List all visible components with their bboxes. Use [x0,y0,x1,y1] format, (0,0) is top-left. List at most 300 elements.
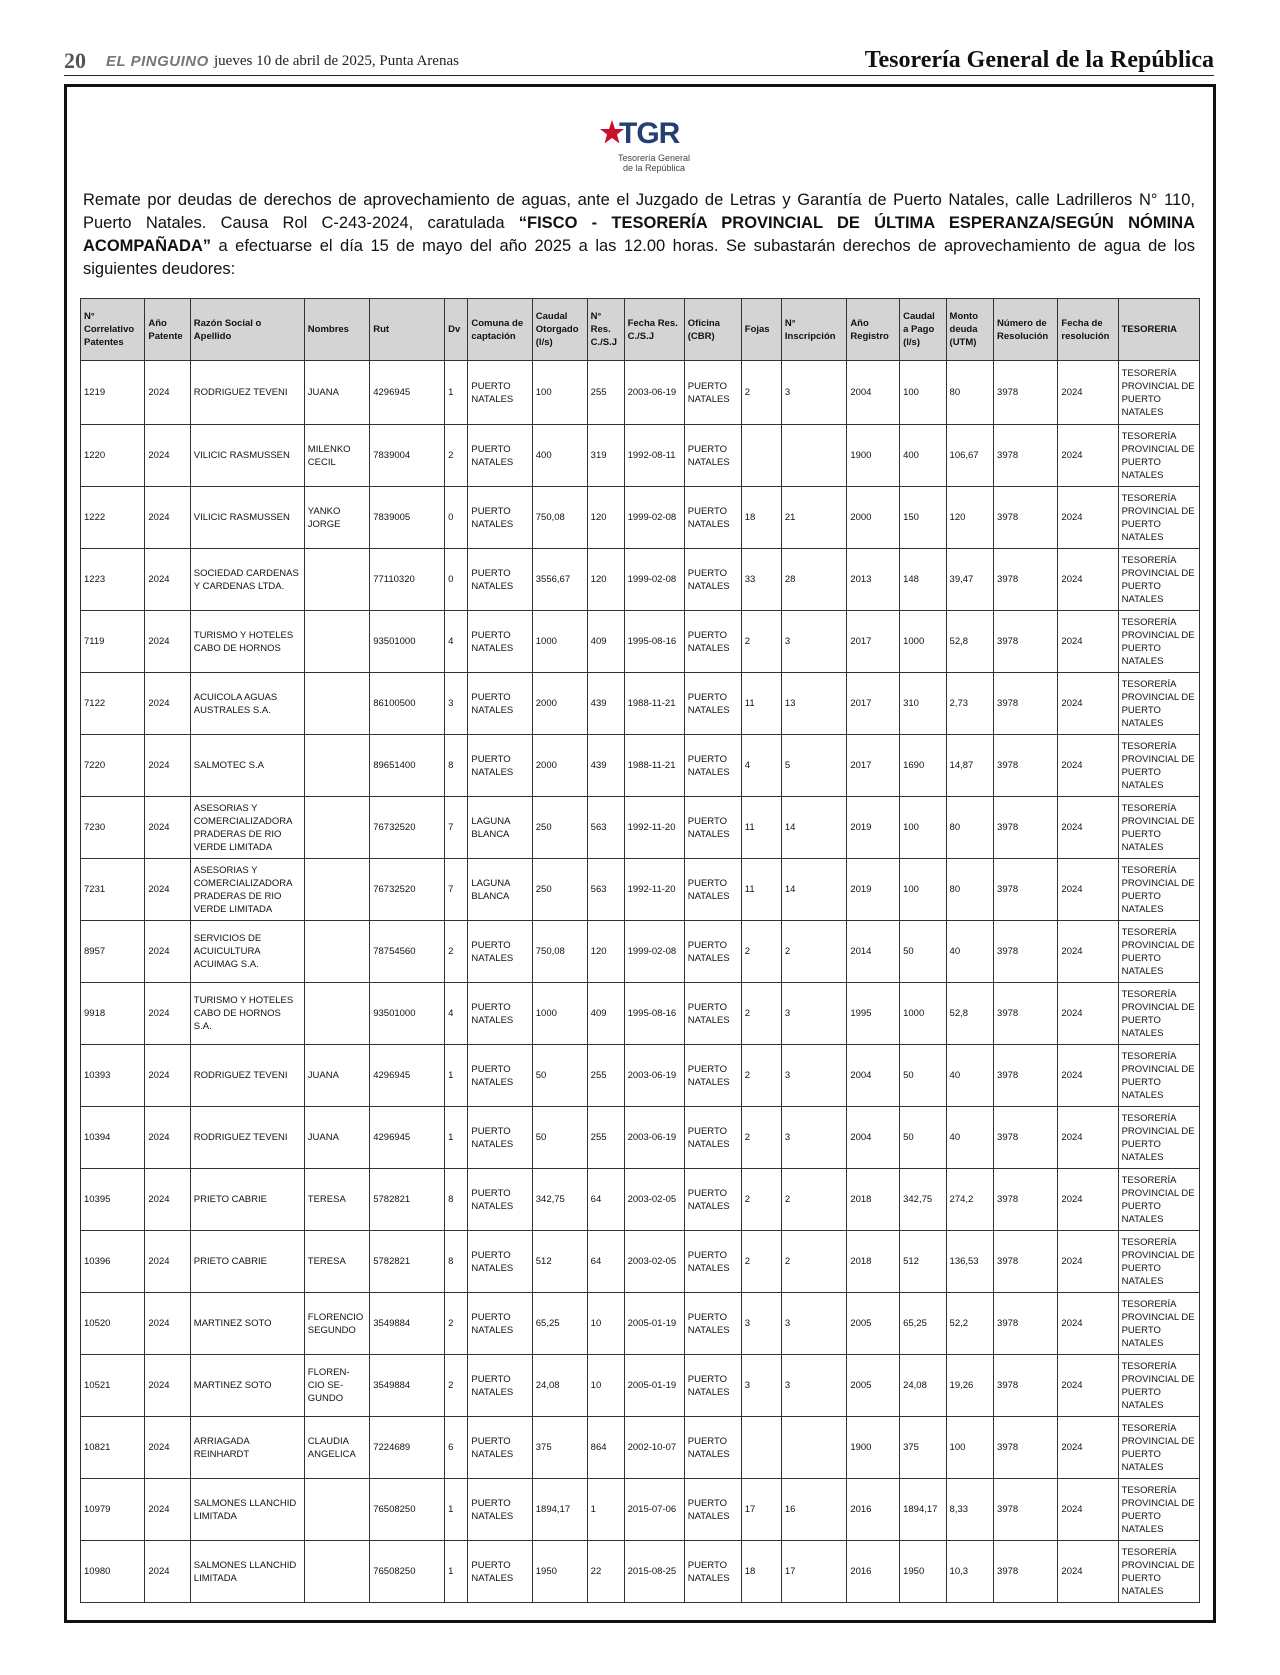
table-cell: 2004 [847,1107,900,1169]
table-cell: 2 [741,1169,781,1231]
table-cell: 3 [781,611,846,673]
table-cell: 2000 [532,735,587,797]
table-cell: 3978 [994,1231,1058,1293]
table-cell: TESORERÍA PROVINCIAL DE PUERTO NATALES [1118,1293,1199,1355]
table-cell: 2 [741,361,781,425]
table-cell: 864 [587,1417,624,1479]
table-row [81,1479,1200,1541]
table-cell: PUERTO NATALES [468,487,532,549]
table-cell: 5782821 [370,1231,445,1293]
column-header: Año Registro [847,299,900,361]
table-cell: 2 [445,1293,468,1355]
table-cell: PUERTO NATALES [468,1231,532,1293]
table-cell [304,611,369,673]
table-cell: 10 [587,1355,624,1417]
table-row [81,983,1200,1045]
table-cell [304,983,369,1045]
table-cell: TESORERÍA PROVINCIAL DE PUERTO NATALES [1118,673,1199,735]
table-row [81,425,1200,487]
table-cell: 2005 [847,1293,900,1355]
table-cell: 2024 [1058,1107,1118,1169]
table-cell: 2015-07-06 [624,1479,684,1541]
table-cell: TESORERÍA PROVINCIAL DE PUERTO NATALES [1118,1541,1199,1603]
table-cell: 3 [781,361,846,425]
table-cell: 3978 [994,1479,1058,1541]
table-cell: 3978 [994,1169,1058,1231]
table-row [81,797,1200,859]
table-cell: 24,08 [900,1355,946,1417]
table-cell: 100 [900,859,946,921]
table-cell: ASESORIAS Y COMERCIALIZADORA PRADERAS DE RIO VERDE LIMITADA [190,797,304,859]
table-cell: SERVICIOS DE ACUICULTURA ACUIMAG S.A. [190,921,304,983]
table-cell: JUANA [304,1045,369,1107]
table-cell: 2024 [1058,1479,1118,1541]
table-cell: SOCIEDAD CARDENAS Y CARDENAS LTDA. [190,549,304,611]
table-cell: 2017 [847,673,900,735]
table-cell: 80 [946,859,994,921]
table-cell [304,1541,369,1603]
table-cell: 439 [587,673,624,735]
table-cell: ARRIAGADA REINHARDT [190,1417,304,1479]
table-cell: 3978 [994,859,1058,921]
table-cell: 0 [445,549,468,611]
table-row [81,1107,1200,1169]
table-cell: 2013 [847,549,900,611]
table-cell: 3 [781,1355,846,1417]
table-cell: 150 [900,487,946,549]
column-header: N° Res. C./S.J [587,299,624,361]
table-cell: 120 [587,487,624,549]
table-cell: 3549884 [370,1355,445,1417]
table-cell: 148 [900,549,946,611]
table-cell: 3978 [994,1541,1058,1603]
table-cell: 2024 [1058,361,1118,425]
table-cell: MARTINEZ SOTO [190,1355,304,1417]
table-row [81,673,1200,735]
table-cell: 2024 [1058,1541,1118,1603]
table-cell: PUERTO NATALES [468,673,532,735]
table-cell: 93501000 [370,983,445,1045]
table-cell: 3978 [994,921,1058,983]
table-cell: 2 [781,1169,846,1231]
table-cell: 2024 [145,611,190,673]
table-cell: PUERTO NATALES [684,1293,741,1355]
table-cell: PUERTO NATALES [468,1541,532,1603]
table-cell: 6 [445,1417,468,1479]
table-cell: 3978 [994,1107,1058,1169]
table-cell: 255 [587,361,624,425]
table-cell: 3978 [994,1355,1058,1417]
table-cell: 8 [445,1169,468,1231]
table-cell: LAGUNA BLANCA [468,797,532,859]
table-cell: 2024 [145,859,190,921]
table-cell: 1999-02-08 [624,487,684,549]
newspaper-name: EL PINGUINO [106,53,209,70]
table-cell: 52,8 [946,611,994,673]
table-cell: 2024 [145,549,190,611]
table-cell: 64 [587,1231,624,1293]
table-cell: 2004 [847,1045,900,1107]
table-cell: 8,33 [946,1479,994,1541]
table-cell: 14,87 [946,735,994,797]
table-cell: 40 [946,1107,994,1169]
table-cell: 76508250 [370,1541,445,1603]
table-cell: 93501000 [370,611,445,673]
table-cell: 1950 [900,1541,946,1603]
table-cell: 3549884 [370,1293,445,1355]
table-body [81,361,1200,1603]
table-cell: TESORERÍA PROVINCIAL DE PUERTO NATALES [1118,1355,1199,1417]
table-cell: PUERTO NATALES [684,1355,741,1417]
column-header: Oficina (CBR) [684,299,741,361]
table-cell: TESORERÍA PROVINCIAL DE PUERTO NATALES [1118,1417,1199,1479]
table-cell: 3 [741,1355,781,1417]
table-cell: 1995 [847,983,900,1045]
table-cell: PUERTO NATALES [468,425,532,487]
table-cell: PUERTO NATALES [468,983,532,1045]
table-cell: 7 [445,797,468,859]
table-cell: 10396 [81,1231,145,1293]
table-cell: PUERTO NATALES [468,921,532,983]
table-cell: SALMOTEC S.A [190,735,304,797]
table-cell: 2024 [145,487,190,549]
table-cell: 1000 [532,611,587,673]
table-cell: TESORERÍA PROVINCIAL DE PUERTO NATALES [1118,983,1199,1045]
table-cell [781,425,846,487]
table-cell: 1222 [81,487,145,549]
table-cell: 3978 [994,673,1058,735]
table-cell: TESORERÍA PROVINCIAL DE PUERTO NATALES [1118,735,1199,797]
table-cell: 2024 [1058,983,1118,1045]
table-cell: 2024 [145,1231,190,1293]
table-cell [304,1479,369,1541]
table-cell: TESORERÍA PROVINCIAL DE PUERTO NATALES [1118,859,1199,921]
table-cell: 400 [900,425,946,487]
table-cell [304,797,369,859]
table-cell: 563 [587,859,624,921]
table-cell: 1 [587,1479,624,1541]
table-cell: 250 [532,859,587,921]
table-cell: PUERTO NATALES [684,1479,741,1541]
table-cell: 2024 [1058,921,1118,983]
table-cell: 7839005 [370,487,445,549]
table-cell: 2024 [1058,1417,1118,1479]
column-header: TESORERIA [1118,299,1199,361]
table-row [81,487,1200,549]
table-cell: TURISMO Y HOTELES CABO DE HORNOS S.A. [190,983,304,1045]
table-cell: PUERTO NATALES [684,859,741,921]
table-cell: 2003-02-05 [624,1231,684,1293]
table-cell: 2017 [847,611,900,673]
table-cell: 52,8 [946,983,994,1045]
table-cell: 3 [445,673,468,735]
table-cell [741,425,781,487]
table-cell: PUERTO NATALES [684,487,741,549]
table-cell: 2005-01-19 [624,1293,684,1355]
logo-subtitle [599,153,709,173]
table-cell: 65,25 [532,1293,587,1355]
table-cell: 2019 [847,859,900,921]
column-header: N° Inscripción [781,299,846,361]
table-cell: PUERTO NATALES [468,735,532,797]
table-cell: 2024 [1058,1355,1118,1417]
table-row [81,1045,1200,1107]
table-cell: 7122 [81,673,145,735]
table-cell: 2003-06-19 [624,1107,684,1169]
table-cell: 255 [587,1045,624,1107]
table-cell: PUERTO NATALES [684,1045,741,1107]
table-cell: 2024 [145,1107,190,1169]
table-cell: 1992-08-11 [624,425,684,487]
table-cell: 7839004 [370,425,445,487]
table-cell: 2 [445,425,468,487]
table-cell: PUERTO NATALES [468,1107,532,1169]
table-cell: PUERTO NATALES [684,361,741,425]
table-cell: TESORERÍA PROVINCIAL DE PUERTO NATALES [1118,611,1199,673]
table-cell: PUERTO NATALES [468,611,532,673]
column-header: Caudal a Pago (l/s) [900,299,946,361]
table-cell: 2 [781,921,846,983]
table-cell: JUANA [304,1107,369,1169]
table-cell: 17 [741,1479,781,1541]
dateline: jueves 10 de abril de 2025, Punta Arenas [214,53,459,69]
table-cell: 33 [741,549,781,611]
table-cell: PUERTO NATALES [468,1045,532,1107]
table-cell: SALMONES LLANCHID LIMITADA [190,1541,304,1603]
table-cell: 2024 [1058,735,1118,797]
table-cell: 16 [781,1479,846,1541]
table-row [81,361,1200,425]
column-header: Fecha de resolución [1058,299,1118,361]
table-cell: 2 [741,611,781,673]
table-cell: 3978 [994,361,1058,425]
table-cell: TESORERÍA PROVINCIAL DE PUERTO NATALES [1118,1045,1199,1107]
table-cell: 2000 [847,487,900,549]
table-cell: 2024 [1058,611,1118,673]
table-cell [304,859,369,921]
table-cell: 2024 [1058,1293,1118,1355]
table-cell: 1988-11-21 [624,673,684,735]
table-cell: 100 [532,361,587,425]
table-cell: 18 [741,487,781,549]
table-cell: JUANA [304,361,369,425]
table-cell: TERESA [304,1231,369,1293]
table-cell: 120 [946,487,994,549]
table-cell: 120 [587,549,624,611]
table-cell [741,1417,781,1479]
table-cell: 3978 [994,1417,1058,1479]
table-cell: MILENKO CECIL [304,425,369,487]
table-cell: 10821 [81,1417,145,1479]
table-cell: 2024 [145,361,190,425]
table-cell: PUERTO NATALES [684,673,741,735]
table-cell: 2024 [145,425,190,487]
table-cell: TESORERÍA PROVINCIAL DE PUERTO NATALES [1118,1107,1199,1169]
table-cell: 512 [900,1231,946,1293]
table-cell: PUERTO NATALES [684,1107,741,1169]
page-header [64,46,1214,76]
table-cell: 2004 [847,361,900,425]
table-cell: 2 [445,921,468,983]
table-cell: 2003-06-19 [624,361,684,425]
table-cell: PUERTO NATALES [468,1169,532,1231]
table-cell: 1220 [81,425,145,487]
table-cell: 78754560 [370,921,445,983]
table-cell [304,735,369,797]
table-cell: 1690 [900,735,946,797]
table-cell: TURISMO Y HOTELES CABO DE HORNOS [190,611,304,673]
table-cell: 64 [587,1169,624,1231]
table-cell: 2016 [847,1479,900,1541]
table-cell: 2000 [532,673,587,735]
column-header: Razón Social o Apellido [190,299,304,361]
table-cell: 750,08 [532,487,587,549]
table-cell: TESORERÍA PROVINCIAL DE PUERTO NATALES [1118,361,1199,425]
column-header: Año Patente [145,299,190,361]
table-cell: 409 [587,983,624,1045]
table-cell: 3978 [994,1293,1058,1355]
table-cell: 342,75 [900,1169,946,1231]
table-cell: 77110320 [370,549,445,611]
table-cell: 2024 [1058,859,1118,921]
table-cell: 50 [900,1045,946,1107]
table-cell: 14 [781,859,846,921]
table-cell: 7220 [81,735,145,797]
table-cell: 8 [445,735,468,797]
table-cell: 2024 [145,1417,190,1479]
table-cell: TESORERÍA PROVINCIAL DE PUERTO NATALES [1118,425,1199,487]
column-header: Fecha Res. C./S.J [624,299,684,361]
table-cell: 2017 [847,735,900,797]
table-cell: 9918 [81,983,145,1045]
table-cell: 319 [587,425,624,487]
table-cell: 2024 [1058,797,1118,859]
table-cell: TESORERÍA PROVINCIAL DE PUERTO NATALES [1118,797,1199,859]
table-cell: 2024 [1058,549,1118,611]
table-cell: PUERTO NATALES [684,735,741,797]
logo-subtitle-line2: de la República [622,163,686,173]
table-cell: PUERTO NATALES [468,549,532,611]
table-cell: 2024 [145,1169,190,1231]
table-cell: 52,2 [946,1293,994,1355]
table-cell: TESORERÍA PROVINCIAL DE PUERTO NATALES [1118,549,1199,611]
table-cell: 1894,17 [532,1479,587,1541]
table-cell: 8957 [81,921,145,983]
table-cell: 0 [445,487,468,549]
table-cell: 1 [445,361,468,425]
table-cell: 1223 [81,549,145,611]
table-cell: 1900 [847,1417,900,1479]
table-cell: 40 [946,921,994,983]
table-cell: PUERTO NATALES [468,1417,532,1479]
table-cell: 342,75 [532,1169,587,1231]
table-cell: 255 [587,1107,624,1169]
table-cell: 1988-11-21 [624,735,684,797]
table-cell: 22 [587,1541,624,1603]
table-cell: RODRIGUEZ TEVENI [190,1107,304,1169]
table-cell: 4296945 [370,1107,445,1169]
table-cell: 2024 [145,1293,190,1355]
table-cell: 1000 [532,983,587,1045]
table-cell: 1900 [847,425,900,487]
table-cell: 2005 [847,1355,900,1417]
table-cell: PUERTO NATALES [468,1479,532,1541]
logo-text: TGR [619,117,680,150]
table-row [81,1231,1200,1293]
table-cell: 7119 [81,611,145,673]
table-cell: 1950 [532,1541,587,1603]
table-cell: 375 [532,1417,587,1479]
table-cell: VILICIC RASMUSSEN [190,425,304,487]
column-header: Nombres [304,299,369,361]
table-cell: YANKO JORGE [304,487,369,549]
table-cell: 50 [900,1107,946,1169]
table-cell: 3978 [994,487,1058,549]
column-header: Número de Resolución [994,299,1058,361]
table-cell: SALMONES LLANCHID LIMITADA [190,1479,304,1541]
table-cell: PUERTO NATALES [684,1541,741,1603]
table-cell: 7231 [81,859,145,921]
table-cell: 11 [741,859,781,921]
table-cell: 2024 [1058,487,1118,549]
table-cell: 76732520 [370,859,445,921]
table-cell: TERESA [304,1169,369,1231]
table-cell: 100 [900,361,946,425]
table-cell: TESORERÍA PROVINCIAL DE PUERTO NATALES [1118,1479,1199,1541]
table-cell: 4 [741,735,781,797]
table-cell: 4 [445,983,468,1045]
table-cell: ACUICOLA AGUAS AUSTRALES S.A. [190,673,304,735]
table-cell: 1000 [900,983,946,1045]
notice-frame [64,84,1216,1623]
table-cell: 2005-01-19 [624,1355,684,1417]
table-cell: 1999-02-08 [624,549,684,611]
table-cell: 409 [587,611,624,673]
table-cell: PUERTO NATALES [468,1355,532,1417]
table-cell: PUERTO NATALES [468,361,532,425]
table-cell: 100 [900,797,946,859]
table-cell: 1 [445,1541,468,1603]
table-cell: 3978 [994,549,1058,611]
table-cell: PUERTO NATALES [684,1231,741,1293]
table-row [81,611,1200,673]
table-cell: 2019 [847,797,900,859]
table-cell: 39,47 [946,549,994,611]
table-cell: 3 [781,1045,846,1107]
table-cell: FLORENCIO SEGUNDO [304,1293,369,1355]
table-cell: 2 [781,1231,846,1293]
table-cell: 50 [532,1107,587,1169]
table-cell: 10 [587,1293,624,1355]
table-cell: 3978 [994,735,1058,797]
table-cell: 375 [900,1417,946,1479]
page-number: 20 [64,48,86,73]
column-header: Monto deuda (UTM) [946,299,994,361]
table-cell: 5 [781,735,846,797]
table-cell: TESORERÍA PROVINCIAL DE PUERTO NATALES [1118,1231,1199,1293]
table-cell: PUERTO NATALES [468,1293,532,1355]
table-cell: 2024 [1058,425,1118,487]
table-cell: 512 [532,1231,587,1293]
table-cell: PUERTO NATALES [684,425,741,487]
table-cell: 750,08 [532,921,587,983]
table-row [81,859,1200,921]
table-cell: 1 [445,1045,468,1107]
table-cell: 2024 [145,1541,190,1603]
table-cell: 3978 [994,611,1058,673]
table-cell: 100 [946,1417,994,1479]
table-cell: 10980 [81,1541,145,1603]
